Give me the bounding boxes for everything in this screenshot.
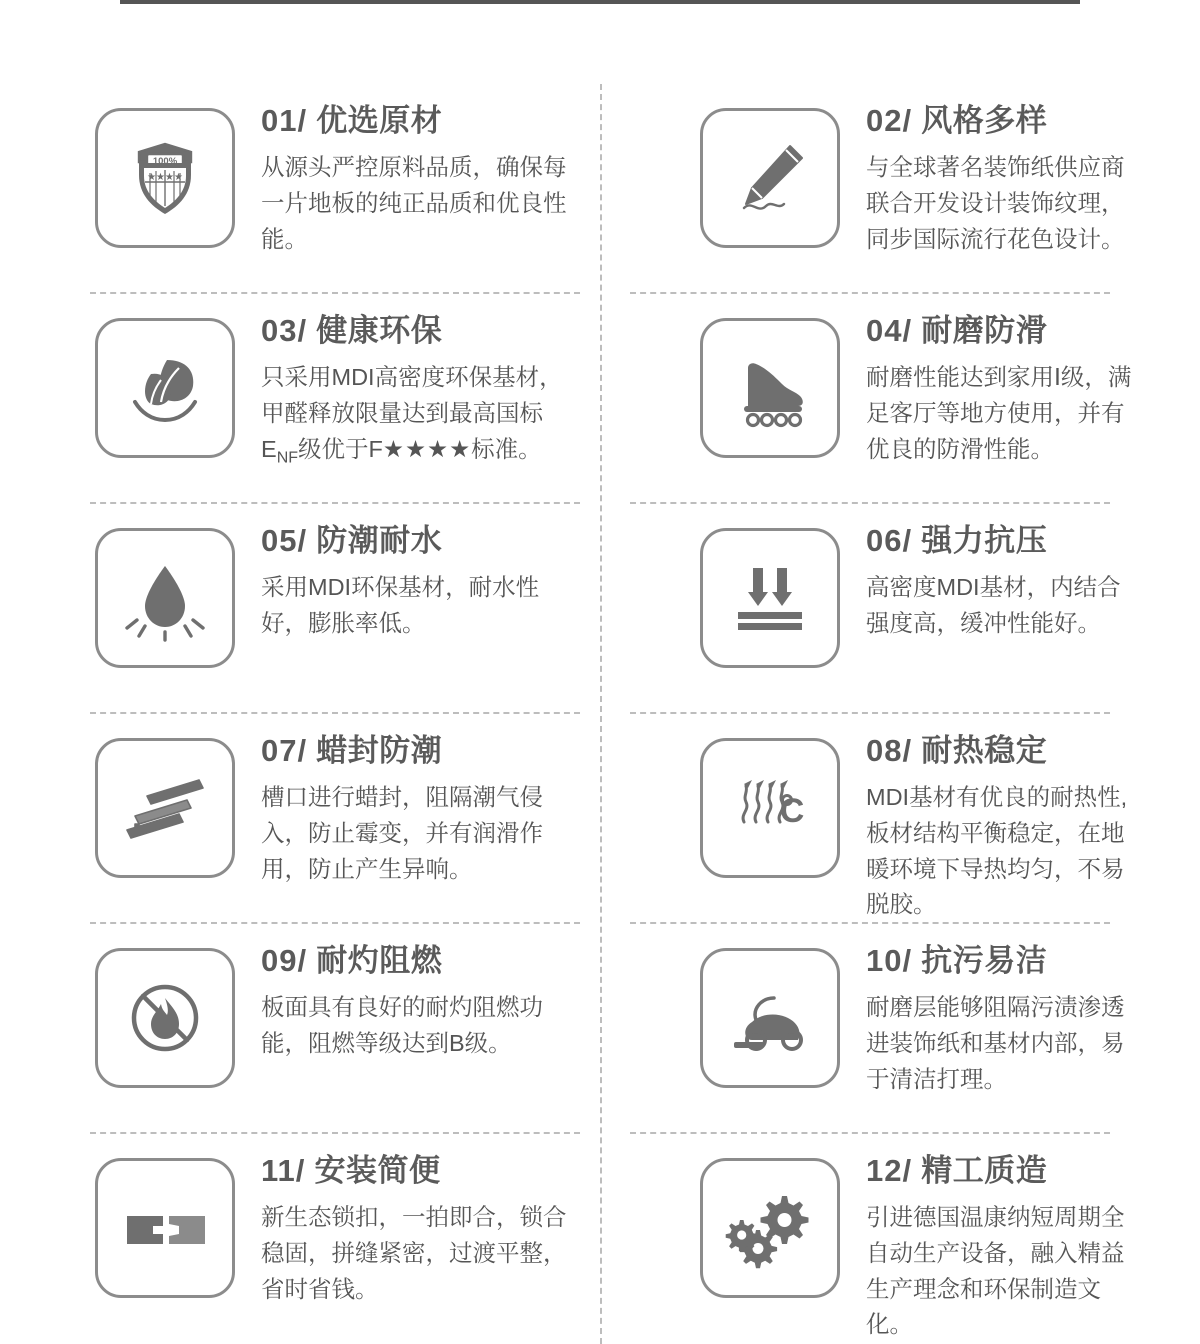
click-lock-icon: [95, 1158, 235, 1298]
feature-desc-06: 高密度MDI基材，内结合强度高，缓冲性能好。: [866, 574, 1121, 636]
feature-item-03: [0, 294, 600, 504]
feature-item-09: [0, 924, 600, 1134]
feature-text-04: [840, 312, 1140, 467]
top-rule: [120, 0, 1080, 4]
feature-title-07: 07/ 蜡封防潮: [261, 733, 443, 768]
feature-item-12: [600, 1134, 1200, 1344]
feature-text-11: [235, 1152, 572, 1307]
feature-desc-07: 槽口进行蜡封，阻隔潮气侵入，防止霉变，并有润滑作用，防止产生异响。: [261, 784, 543, 882]
feature-text-12: [840, 1152, 1140, 1343]
shield-100-percent-icon: [95, 108, 235, 248]
feature-text-10: [840, 942, 1140, 1097]
feature-item-08: [600, 714, 1200, 924]
feature-title-03: 03/ 健康环保: [261, 313, 443, 348]
feature-desc-12: 引进德国温康纳短周期全自动生产设备，融入精益生产理念和环保制造文化。: [866, 1204, 1125, 1338]
feature-text-01: [235, 102, 572, 257]
feature-desc-11: 新生态锁扣，一拍即合，锁合稳固，拼缝紧密，过渡平整，省时省钱。: [261, 1204, 567, 1302]
features-grid: [0, 84, 1200, 1344]
feature-desc-05: 采用MDI环保基材，耐水性好，膨胀率低。: [261, 574, 540, 636]
feature-desc-09: 板面具有良好的耐灼阻燃功能，阻燃等级达到B级。: [261, 994, 543, 1056]
feature-item-06: [600, 504, 1200, 714]
feature-title-05: 05/ 防潮耐水: [261, 523, 443, 558]
compression-arrows-icon: [700, 528, 840, 668]
feature-text-07: [235, 732, 572, 887]
feature-text-05: [235, 522, 572, 642]
feature-text-08: [840, 732, 1140, 923]
feature-item-11: [0, 1134, 600, 1344]
heat-celsius-icon: [700, 738, 840, 878]
vacuum-cleaner-icon: [700, 948, 840, 1088]
feature-title-06: 06/ 强力抗压: [866, 523, 1048, 558]
feature-item-05: [0, 504, 600, 714]
feature-desc-08: MDI基材有优良的耐热性,板材结构平衡稳定，在地暖环境下导热均匀，不易脱胶。: [866, 784, 1128, 918]
feature-desc-03: 只采用MDI高密度环保基材，甲醛释放限量达到最高国标$E_{NF}$级优于F★★★★标准。: [261, 364, 563, 467]
feature-title-10: 10/ 抗污易洁: [866, 943, 1048, 978]
pencil-icon: [700, 108, 840, 248]
feature-text-02: [840, 102, 1140, 257]
feature-title-08: 08/ 耐热稳定: [866, 733, 1048, 768]
svg-text:★★★★: ★★★★: [147, 172, 183, 183]
feature-desc-02: 与全球著名装饰纸供应商联合开发设计装饰纹理，同步国际流行花色设计。: [866, 154, 1125, 252]
feature-item-01: [0, 84, 600, 294]
roller-skate-icon: [700, 318, 840, 458]
feature-title-12: 12/ 精工质造: [866, 1153, 1048, 1188]
feature-text-03: [235, 312, 572, 471]
feature-title-09: 09/ 耐灼阻燃: [261, 943, 443, 978]
feature-desc-04: 耐磨性能达到家用Ⅰ级，满足客厅等地方使用，并有优良的防滑性能。: [866, 364, 1132, 462]
feature-item-02: [600, 84, 1200, 294]
leaf-in-hand-icon: [95, 318, 235, 458]
feature-item-07: [0, 714, 600, 924]
feature-title-04: 04/ 耐磨防滑: [866, 313, 1048, 348]
feature-item-10: [600, 924, 1200, 1134]
feature-desc-10: 耐磨层能够阻隔污渍渗透进装饰纸和基材内部，易于清洁打理。: [866, 994, 1125, 1092]
feature-text-09: [235, 942, 572, 1062]
svg-text:100%: 100%: [152, 156, 178, 167]
svg-text:C: C: [779, 792, 805, 830]
gears-icon: [700, 1158, 840, 1298]
plank-edge-icon: [95, 738, 235, 878]
feature-title-11: 11/ 安装简便: [261, 1153, 441, 1188]
no-fire-icon: [95, 948, 235, 1088]
water-drop-icon: [95, 528, 235, 668]
feature-title-01: 01/ 优选原材: [261, 103, 443, 138]
feature-item-04: [600, 294, 1200, 504]
feature-desc-01: 从源头严控原料品质，确保每一片地板的纯正品质和优良性能。: [261, 154, 567, 252]
feature-title-02: 02/ 风格多样: [866, 103, 1048, 138]
feature-text-06: [840, 522, 1140, 642]
